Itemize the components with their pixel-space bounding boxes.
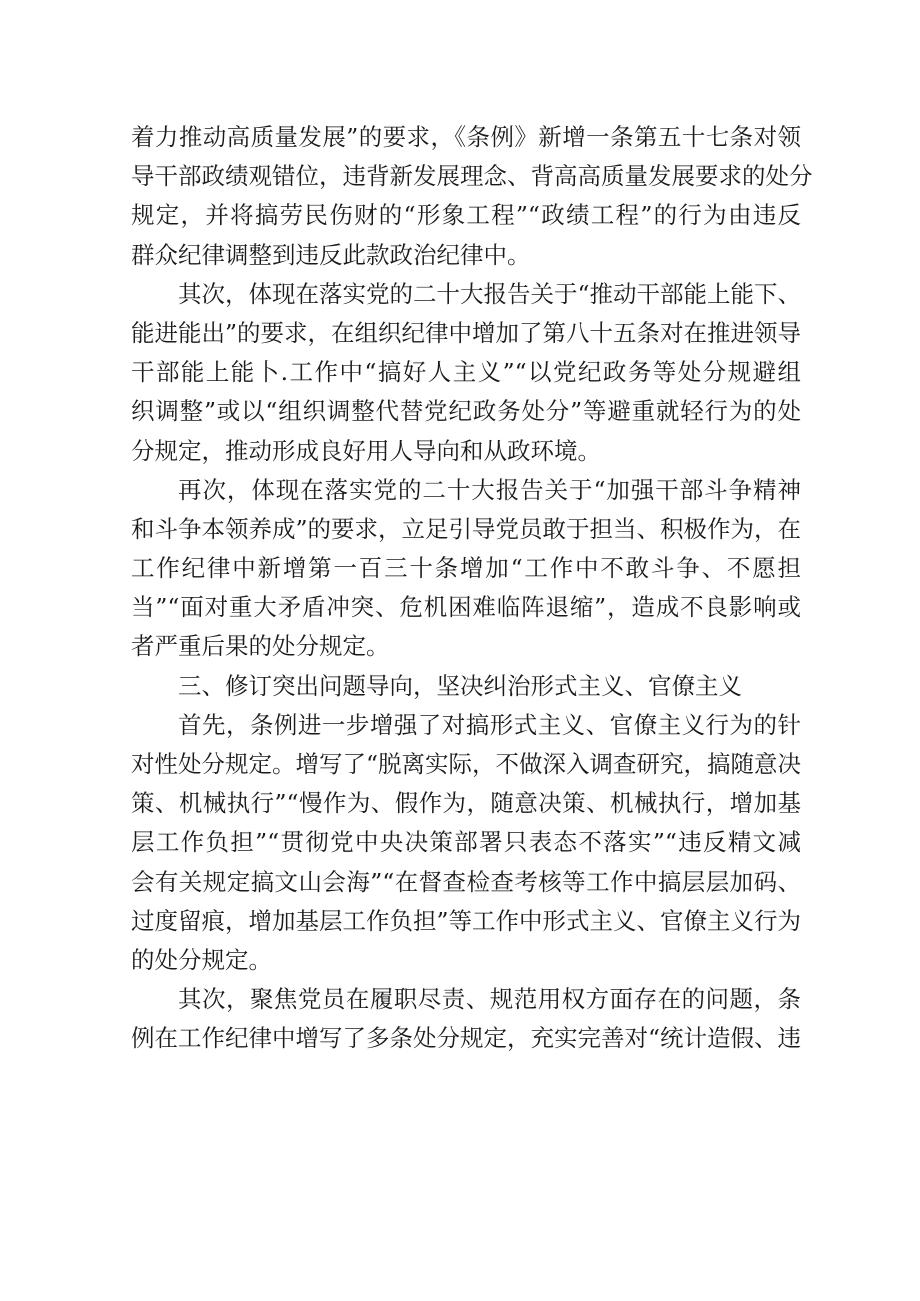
text-line: 着力推动高质量发展”的要求，《条例》新增一条第五十七条对领	[131, 123, 801, 151]
text-line: 其次，体现在落实党的二十大报告关于“推动干部能上能下、	[178, 279, 802, 308]
text-line: 干部能上能卜.工作中“搞好人主义”“以党纪政务等处分规避组	[131, 358, 801, 387]
text-line: 对性处分规定。增写了“脱离实际，不做深入调查研究，搞随意决	[131, 750, 802, 778]
text-line: 能进能出”的要求，在组织纪律中增加了第八十五条对在推进领导	[131, 318, 802, 347]
text-line: 例在工作纪律中增写了多条处分规定，充实完善对“统计造假、违	[131, 1024, 802, 1053]
text-line: 群众纪律调整到违反此款政治纪律中。	[131, 240, 531, 269]
text-line: 会有关规定搞文山会海”“在督查检查考核等工作中搞层层加码、	[131, 867, 801, 896]
text-line: 其次，聚焦党员在履职尽责、规范用权方面存在的问题，条	[178, 985, 801, 1014]
text-line: 和斗争本领养成”的要求，立足引导党员敢于担当、积极作为，在	[131, 514, 802, 543]
text-line: 者严重后果的处分规定。	[131, 632, 390, 661]
text-line: 工作纪律中新增第一百三十条增加“工作中不敢斗争、不愿担	[131, 554, 801, 583]
document-body	[131, 118, 813, 1059]
text-line: 首先，条例进一步增强了对搞形式主义、官僚主义行为的针	[178, 710, 801, 739]
text-line: 规定，并将搞劳民伤财的“形象工程”“政绩工程”的行为由违反	[131, 201, 801, 230]
text-line: 再次，体现在落实党的二十大报告关于“加强干部斗争精神	[178, 475, 801, 504]
text-line: 导干部政绩观错位，违背新发展理念、背高高质量发展要求的处分	[131, 162, 813, 191]
text-line: 当”“面对重大矛盾冲突、危机困难临阵退缩”，造成不良影响或	[131, 593, 801, 622]
text-line: 分规定，推动形成良好用人导向和从政环境。	[131, 436, 601, 465]
text-line: 三、修订突出问题导向，坚决纠治形式主义、官僚主义	[178, 671, 742, 700]
text-line: 层工作负担”“贯彻党中央决策部署只表态不落实”“违反精文减	[131, 828, 801, 857]
text-line: 过度留痕，增加基层工作负担”等工作中形式主义、官僚主义行为	[131, 906, 802, 935]
text-line: 的处分规定。	[131, 945, 272, 974]
text-line: 织调整”或以“组织调整代替党纪政务处分”等避重就轻行为的处	[131, 397, 801, 426]
text-line: 策、机械执行”“慢作为、假作为，随意决策、机械执行，增加基	[131, 789, 801, 818]
